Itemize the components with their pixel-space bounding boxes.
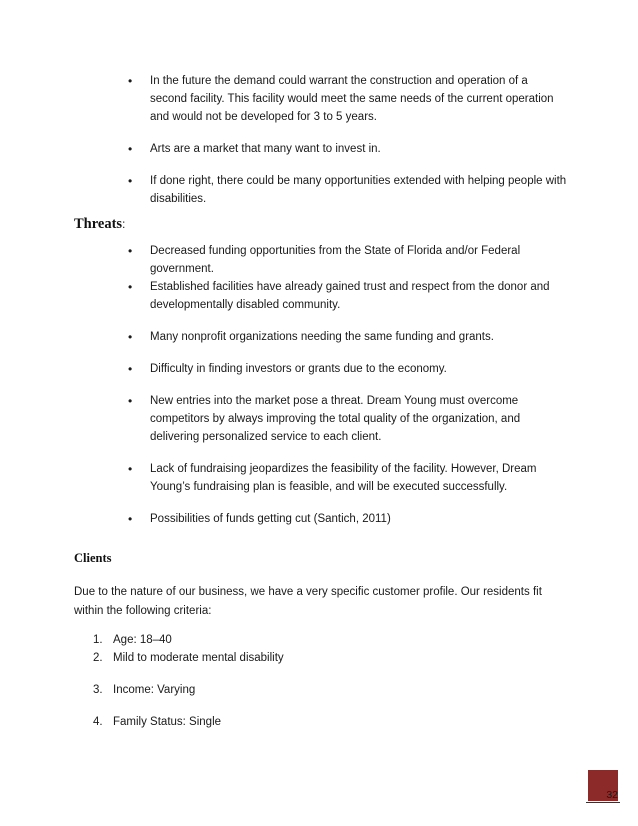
list-item: [93, 713, 284, 731]
bullet-text: Lack of fundraising jeopardizes the feasibility of the facility. However, Dream Young’s fundraising plan is feasible, and will be executed successfully.: [150, 463, 537, 493]
bullet-icon: •: [128, 362, 133, 376]
clients-paragraph: Due to the nature of our business, we have a very specific customer profile. Our residents fit within the following criteria:: [74, 586, 542, 617]
threats-list: [128, 242, 568, 528]
list-item: [128, 140, 568, 158]
list-item: [128, 242, 568, 278]
bullet-text: Possibilities of funds getting cut (Santich, 2011): [150, 513, 391, 525]
list-item: [128, 460, 568, 496]
bullet-icon: •: [128, 142, 133, 156]
list-item: [93, 631, 284, 649]
list-item: [93, 649, 284, 667]
item-text: Income: Varying: [113, 684, 196, 696]
list-item: [128, 328, 568, 346]
item-number: 4.: [93, 716, 103, 728]
list-item: [128, 278, 568, 314]
bullet-icon: •: [128, 174, 133, 188]
bullet-text: Many nonprofit organizations needing the same funding and grants.: [150, 331, 494, 343]
page-number: 32: [606, 789, 618, 801]
threats-heading-text: Threats: [74, 216, 123, 232]
page-number-underline: [586, 802, 620, 803]
bullet-text: If done right, there could be many opportunities extended with helping people with disabilities.: [150, 175, 567, 205]
bullet-text: In the future the demand could warrant the construction and operation of a second facility. This facility would meet the same needs of the current operation and would not be developed for 3 to 5 years.: [150, 75, 554, 123]
opportunities-list: [128, 72, 568, 208]
item-text: Age: 18–40: [113, 634, 172, 646]
list-item: [128, 72, 568, 126]
clients-heading: Clients: [74, 551, 112, 565]
threats-heading-colon: :: [122, 219, 126, 231]
bullet-text: Established facilities have already gained trust and respect from the donor and developmentally disabled community.: [150, 281, 550, 311]
bullet-icon: •: [128, 74, 133, 88]
list-item: [93, 681, 284, 699]
list-item: [128, 172, 568, 208]
bullet-icon: •: [128, 280, 133, 294]
bullet-icon: •: [128, 394, 133, 408]
list-item: [128, 360, 568, 378]
bullet-icon: •: [128, 244, 133, 258]
list-item: [128, 510, 568, 528]
list-item: [128, 392, 568, 446]
bullet-icon: •: [128, 462, 133, 476]
bullet-text: Difficulty in finding investors or grants due to the economy.: [150, 363, 447, 375]
bullet-text: Decreased funding opportunities from the State of Florida and/or Federal government.: [150, 245, 521, 275]
bullet-icon: •: [128, 512, 133, 526]
bullet-text: Arts are a market that many want to invest in.: [150, 143, 381, 155]
bullet-icon: •: [128, 330, 133, 344]
item-number: 1.: [93, 634, 103, 646]
threats-heading: [74, 215, 125, 234]
item-text: Family Status: Single: [113, 716, 222, 728]
criteria-list: [93, 631, 284, 731]
item-number: 3.: [93, 684, 103, 696]
item-number: 2.: [93, 652, 103, 664]
bullet-text: New entries into the market pose a threat. Dream Young must overcome competitors by always improving the total quality of the organization, and delivering personalized service to each client.: [150, 395, 521, 443]
item-text: Mild to moderate mental disability: [113, 652, 284, 664]
